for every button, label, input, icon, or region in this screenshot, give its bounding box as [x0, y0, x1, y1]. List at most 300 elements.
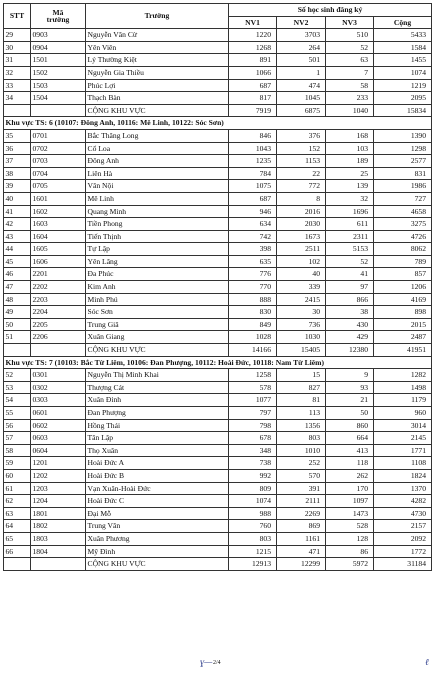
total-cell: 3014 — [374, 419, 432, 432]
nv2-cell: 1153 — [277, 155, 326, 168]
nv2-cell: 1030 — [277, 331, 326, 344]
school-name-cell: Cổ Loa — [86, 142, 229, 155]
nv2-cell: 376 — [277, 129, 326, 142]
nv2-cell: 1673 — [277, 230, 326, 243]
empty-cell — [31, 344, 86, 357]
nv3-cell: 429 — [326, 331, 374, 344]
total-cell: 2487 — [374, 331, 432, 344]
nv3-cell: 1696 — [326, 205, 374, 218]
total-nv2-cell: 12299 — [277, 558, 326, 571]
nv3-cell: 139 — [326, 180, 374, 193]
nv2-cell: 113 — [277, 407, 326, 420]
table-row — [4, 129, 432, 142]
nv1-cell: 634 — [229, 218, 277, 231]
nv1-cell: 988 — [229, 507, 277, 520]
stt-cell: 59 — [4, 457, 31, 470]
nv2-cell: 2269 — [277, 507, 326, 520]
total-cell: 1455 — [374, 54, 432, 67]
nv2-cell: 40 — [277, 268, 326, 281]
total-cell: 1108 — [374, 457, 432, 470]
school-code-cell: 1204 — [31, 495, 86, 508]
school-code-cell: 1602 — [31, 205, 86, 218]
nv3-cell: 41 — [326, 268, 374, 281]
nv3-cell: 21 — [326, 394, 374, 407]
region-total-row — [4, 558, 432, 571]
nv1-cell: 891 — [229, 54, 277, 67]
table-row — [4, 507, 432, 520]
school-code-cell: 0603 — [31, 432, 86, 445]
nv1-cell: 1220 — [229, 29, 277, 42]
school-name-cell: Yên Lãng — [86, 255, 229, 268]
school-name-cell: Hồng Thái — [86, 419, 229, 432]
nv1-cell: 817 — [229, 92, 277, 105]
table-header — [4, 4, 432, 29]
school-name-cell: Bắc Thăng Long — [86, 129, 229, 142]
region-total-label: CỘNG KHU VỰC — [86, 104, 229, 117]
table-row — [4, 218, 432, 231]
table-row — [4, 79, 432, 92]
school-code-cell: 0704 — [31, 167, 86, 180]
nv1-cell: 846 — [229, 129, 277, 142]
school-code-cell: 0601 — [31, 407, 86, 420]
nv2-cell: 339 — [277, 281, 326, 294]
total-nv3-cell: 5972 — [326, 558, 374, 571]
total-cell: 4726 — [374, 230, 432, 243]
school-code-cell: 1502 — [31, 66, 86, 79]
nv3-cell: 866 — [326, 293, 374, 306]
total-cell: 857 — [374, 268, 432, 281]
stt-cell: 47 — [4, 281, 31, 294]
header-ma-line1: Mã — [52, 7, 64, 17]
nv1-cell: 760 — [229, 520, 277, 533]
header-so-hoc-sinh: Số học sinh đăng ký — [229, 4, 432, 17]
nv1-cell: 992 — [229, 469, 277, 482]
school-name-cell: Trung Văn — [86, 520, 229, 533]
empty-cell — [4, 104, 31, 117]
school-code-cell: 1601 — [31, 192, 86, 205]
page-footer — [0, 657, 437, 673]
nv1-cell: 1028 — [229, 331, 277, 344]
total-cell: 4169 — [374, 293, 432, 306]
table-row — [4, 230, 432, 243]
nv3-cell: 9 — [326, 369, 374, 382]
school-code-cell: 2204 — [31, 306, 86, 319]
header-ma-truong — [31, 4, 86, 29]
school-name-cell: Thọ Xuân — [86, 444, 229, 457]
total-cell: 3275 — [374, 218, 432, 231]
stt-cell: 63 — [4, 507, 31, 520]
nv1-cell: 1235 — [229, 155, 277, 168]
nv2-cell: 1356 — [277, 419, 326, 432]
nv2-cell: 736 — [277, 318, 326, 331]
region-total-row — [4, 104, 432, 117]
table-row — [4, 331, 432, 344]
school-name-cell: Đa Phúc — [86, 268, 229, 281]
region-total-label: CỘNG KHU VỰC — [86, 344, 229, 357]
stt-cell: 44 — [4, 243, 31, 256]
empty-cell — [31, 558, 86, 571]
total-nv1-cell: 12913 — [229, 558, 277, 571]
nv3-cell: 611 — [326, 218, 374, 231]
total-cell: 1282 — [374, 369, 432, 382]
total-cell: 960 — [374, 407, 432, 420]
total-nv3-cell: 1040 — [326, 104, 374, 117]
header-nv3: NV3 — [326, 16, 374, 29]
nv2-cell: 1161 — [277, 532, 326, 545]
nv3-cell: 430 — [326, 318, 374, 331]
nv1-cell: 776 — [229, 268, 277, 281]
total-nv2-cell: 6875 — [277, 104, 326, 117]
nv1-cell: 849 — [229, 318, 277, 331]
school-code-cell: 1606 — [31, 255, 86, 268]
school-code-cell: 1802 — [31, 520, 86, 533]
nv1-cell: 1215 — [229, 545, 277, 558]
nv2-cell: 3703 — [277, 29, 326, 42]
region-title: Khu vực TS: 7 (10103: Bắc Từ Liêm, 10106: Đan Phượng, 10112: Hoài Đức, 10118: Nam Từ Liêm) — [4, 356, 432, 369]
nv3-cell: 189 — [326, 155, 374, 168]
nv1-cell: 687 — [229, 79, 277, 92]
school-code-cell: 1203 — [31, 482, 86, 495]
school-code-cell: 0701 — [31, 129, 86, 142]
nv1-cell: 1075 — [229, 180, 277, 193]
stt-cell: 37 — [4, 155, 31, 168]
school-name-cell: Xuân Giang — [86, 331, 229, 344]
table-row — [4, 41, 432, 54]
stt-cell: 53 — [4, 381, 31, 394]
nv1-cell: 635 — [229, 255, 277, 268]
total-cong-cell: 31184 — [374, 558, 432, 571]
stt-cell: 51 — [4, 331, 31, 344]
header-truong: Trường — [86, 4, 229, 29]
stt-cell: 65 — [4, 532, 31, 545]
table-row — [4, 482, 432, 495]
nv3-cell: 7 — [326, 66, 374, 79]
school-name-cell: Đông Anh — [86, 155, 229, 168]
total-cong-cell: 15834 — [374, 104, 432, 117]
nv3-cell: 528 — [326, 520, 374, 533]
nv3-cell: 52 — [326, 41, 374, 54]
school-name-cell: Tân Lập — [86, 432, 229, 445]
nv2-cell: 2511 — [277, 243, 326, 256]
table-row — [4, 205, 432, 218]
table-row — [4, 457, 432, 470]
stt-cell: 31 — [4, 54, 31, 67]
nv3-cell: 510 — [326, 29, 374, 42]
nv1-cell: 742 — [229, 230, 277, 243]
school-code-cell: 2206 — [31, 331, 86, 344]
total-cell: 727 — [374, 192, 432, 205]
nv1-cell: 784 — [229, 167, 277, 180]
nv1-cell: 578 — [229, 381, 277, 394]
school-code-cell: 0301 — [31, 369, 86, 382]
table-row — [4, 432, 432, 445]
nv2-cell: 471 — [277, 545, 326, 558]
school-name-cell: Nguyễn Thị Minh Khai — [86, 369, 229, 382]
total-cell: 1370 — [374, 482, 432, 495]
total-cell: 4282 — [374, 495, 432, 508]
total-cell: 831 — [374, 167, 432, 180]
nv2-cell: 22 — [277, 167, 326, 180]
school-name-cell: Liên Hà — [86, 167, 229, 180]
table-row — [4, 318, 432, 331]
nv2-cell: 803 — [277, 432, 326, 445]
stt-cell: 61 — [4, 482, 31, 495]
table-row — [4, 407, 432, 420]
table-row — [4, 54, 432, 67]
nv2-cell: 252 — [277, 457, 326, 470]
school-code-cell: 2201 — [31, 268, 86, 281]
total-cell: 5433 — [374, 29, 432, 42]
table-row — [4, 268, 432, 281]
school-name-cell: Tiền Phong — [86, 218, 229, 231]
stt-cell: 54 — [4, 394, 31, 407]
nv1-cell: 348 — [229, 444, 277, 457]
nv1-cell: 1066 — [229, 66, 277, 79]
stt-cell: 52 — [4, 369, 31, 382]
nv1-cell: 809 — [229, 482, 277, 495]
nv2-cell: 2016 — [277, 205, 326, 218]
stt-cell: 29 — [4, 29, 31, 42]
total-cell: 1390 — [374, 129, 432, 142]
nv2-cell: 391 — [277, 482, 326, 495]
nv3-cell: 38 — [326, 306, 374, 319]
nv3-cell: 50 — [326, 407, 374, 420]
header-ma-line2: trường — [46, 15, 70, 25]
enrollment-sheet — [3, 3, 432, 571]
table-row — [4, 520, 432, 533]
nv2-cell: 15 — [277, 369, 326, 382]
stt-cell: 43 — [4, 230, 31, 243]
stt-cell: 39 — [4, 180, 31, 193]
nv3-cell: 664 — [326, 432, 374, 445]
nv2-cell: 152 — [277, 142, 326, 155]
total-cell: 1986 — [374, 180, 432, 193]
total-cell: 1206 — [374, 281, 432, 294]
nv3-cell: 52 — [326, 255, 374, 268]
nv3-cell: 86 — [326, 545, 374, 558]
nv3-cell: 860 — [326, 419, 374, 432]
stt-cell: 36 — [4, 142, 31, 155]
stt-cell: 55 — [4, 407, 31, 420]
nv3-cell: 1097 — [326, 495, 374, 508]
school-name-cell: Phúc Lợi — [86, 79, 229, 92]
school-code-cell: 1501 — [31, 54, 86, 67]
stt-cell: 49 — [4, 306, 31, 319]
nv3-cell: 233 — [326, 92, 374, 105]
table-row — [4, 180, 432, 193]
table-row — [4, 142, 432, 155]
school-code-cell: 2205 — [31, 318, 86, 331]
initials-signature-icon: ɣ— — [200, 657, 213, 667]
table-row — [4, 495, 432, 508]
school-name-cell: Mỹ Đình — [86, 545, 229, 558]
table-row — [4, 243, 432, 256]
school-code-cell: 1804 — [31, 545, 86, 558]
nv3-cell: 262 — [326, 469, 374, 482]
nv2-cell: 501 — [277, 54, 326, 67]
total-cell: 1584 — [374, 41, 432, 54]
stt-cell: 58 — [4, 444, 31, 457]
total-nv1-cell: 7919 — [229, 104, 277, 117]
nv3-cell: 170 — [326, 482, 374, 495]
table-row — [4, 293, 432, 306]
nv1-cell: 1074 — [229, 495, 277, 508]
total-cell: 2095 — [374, 92, 432, 105]
page-number: 2/4 — [213, 660, 221, 666]
total-cell: 4658 — [374, 205, 432, 218]
stt-cell: 50 — [4, 318, 31, 331]
school-code-cell: 1503 — [31, 79, 86, 92]
stt-cell: 62 — [4, 495, 31, 508]
school-code-cell: 0903 — [31, 29, 86, 42]
school-code-cell: 1801 — [31, 507, 86, 520]
header-cong: Cộng — [374, 16, 432, 29]
stt-cell: 42 — [4, 218, 31, 231]
total-cell: 2145 — [374, 432, 432, 445]
school-name-cell: Vạn Xuân-Hoài Đức — [86, 482, 229, 495]
table-row — [4, 192, 432, 205]
nv2-cell: 2030 — [277, 218, 326, 231]
school-code-cell: 2202 — [31, 281, 86, 294]
nv2-cell: 81 — [277, 394, 326, 407]
school-name-cell: Hoài Đức B — [86, 469, 229, 482]
total-cell: 1074 — [374, 66, 432, 79]
school-code-cell: 0303 — [31, 394, 86, 407]
stt-cell: 41 — [4, 205, 31, 218]
total-cell: 1824 — [374, 469, 432, 482]
nv3-cell: 2311 — [326, 230, 374, 243]
table-row — [4, 29, 432, 42]
nv3-cell: 168 — [326, 129, 374, 142]
school-code-cell: 1803 — [31, 532, 86, 545]
nv3-cell: 97 — [326, 281, 374, 294]
stt-cell: 66 — [4, 545, 31, 558]
nv1-cell: 687 — [229, 192, 277, 205]
stt-cell: 32 — [4, 66, 31, 79]
nv1-cell: 1268 — [229, 41, 277, 54]
school-name-cell: Mê Linh — [86, 192, 229, 205]
school-name-cell: Vân Nội — [86, 180, 229, 193]
nv3-cell: 1473 — [326, 507, 374, 520]
stt-cell: 45 — [4, 255, 31, 268]
nv1-cell: 888 — [229, 293, 277, 306]
nv1-cell: 798 — [229, 419, 277, 432]
empty-cell — [4, 344, 31, 357]
region-header-row — [4, 356, 432, 369]
school-code-cell: 0702 — [31, 142, 86, 155]
nv1-cell: 398 — [229, 243, 277, 256]
total-cell: 789 — [374, 255, 432, 268]
total-cell: 2015 — [374, 318, 432, 331]
region-total-row — [4, 344, 432, 357]
nv3-cell: 128 — [326, 532, 374, 545]
nv2-cell: 8 — [277, 192, 326, 205]
school-code-cell: 1604 — [31, 230, 86, 243]
nv3-cell: 58 — [326, 79, 374, 92]
stt-cell: 33 — [4, 79, 31, 92]
stt-cell: 60 — [4, 469, 31, 482]
school-name-cell: Xuân Đỉnh — [86, 394, 229, 407]
table-row — [4, 369, 432, 382]
nv3-cell: 413 — [326, 444, 374, 457]
nv2-cell: 264 — [277, 41, 326, 54]
header-stt: STT — [4, 4, 31, 29]
stt-cell: 30 — [4, 41, 31, 54]
nv3-cell: 93 — [326, 381, 374, 394]
school-name-cell: Yên Viên — [86, 41, 229, 54]
school-code-cell: 0604 — [31, 444, 86, 457]
school-name-cell: Tiến Thịnh — [86, 230, 229, 243]
nv2-cell: 1045 — [277, 92, 326, 105]
total-cell: 1219 — [374, 79, 432, 92]
school-name-cell: Tự Lập — [86, 243, 229, 256]
nv1-cell: 678 — [229, 432, 277, 445]
nv2-cell: 772 — [277, 180, 326, 193]
school-name-cell: Sóc Sơn — [86, 306, 229, 319]
total-cell: 2577 — [374, 155, 432, 168]
nv1-cell: 770 — [229, 281, 277, 294]
total-cell: 8062 — [374, 243, 432, 256]
region-total-label: CỘNG KHU VỰC — [86, 558, 229, 571]
total-cong-cell: 41951 — [374, 344, 432, 357]
table-row — [4, 92, 432, 105]
school-name-cell: Thạch Bàn — [86, 92, 229, 105]
stt-cell: 46 — [4, 268, 31, 281]
school-name-cell: Thượng Cát — [86, 381, 229, 394]
school-code-cell: 0703 — [31, 155, 86, 168]
school-code-cell: 1605 — [31, 243, 86, 256]
nv2-cell: 474 — [277, 79, 326, 92]
school-name-cell: Đại Mỗ — [86, 507, 229, 520]
table-row — [4, 419, 432, 432]
total-cell: 1298 — [374, 142, 432, 155]
total-cell: 2157 — [374, 520, 432, 533]
table-row — [4, 532, 432, 545]
table-row — [4, 444, 432, 457]
nv1-cell: 738 — [229, 457, 277, 470]
school-code-cell: 0602 — [31, 419, 86, 432]
table-row — [4, 306, 432, 319]
total-cell: 898 — [374, 306, 432, 319]
total-cell: 1772 — [374, 545, 432, 558]
header-nv1: NV1 — [229, 16, 277, 29]
school-name-cell: Lý Thường Kiệt — [86, 54, 229, 67]
initials-mark-icon: ℓ — [425, 657, 429, 667]
nv1-cell: 1258 — [229, 369, 277, 382]
school-code-cell: 1603 — [31, 218, 86, 231]
nv3-cell: 32 — [326, 192, 374, 205]
nv2-cell: 30 — [277, 306, 326, 319]
nv3-cell: 5153 — [326, 243, 374, 256]
school-code-cell: 1504 — [31, 92, 86, 105]
nv2-cell: 2415 — [277, 293, 326, 306]
total-nv1-cell: 14166 — [229, 344, 277, 357]
total-nv2-cell: 15405 — [277, 344, 326, 357]
empty-cell — [4, 558, 31, 571]
table-row — [4, 281, 432, 294]
total-cell: 1771 — [374, 444, 432, 457]
total-cell: 1498 — [374, 381, 432, 394]
nv3-cell: 118 — [326, 457, 374, 470]
enrollment-table — [3, 3, 432, 571]
nv3-cell: 103 — [326, 142, 374, 155]
nv1-cell: 830 — [229, 306, 277, 319]
school-name-cell: Hoài Đức A — [86, 457, 229, 470]
nv2-cell: 2111 — [277, 495, 326, 508]
stt-cell: 57 — [4, 432, 31, 445]
total-nv3-cell: 12380 — [326, 344, 374, 357]
total-cell: 1179 — [374, 394, 432, 407]
